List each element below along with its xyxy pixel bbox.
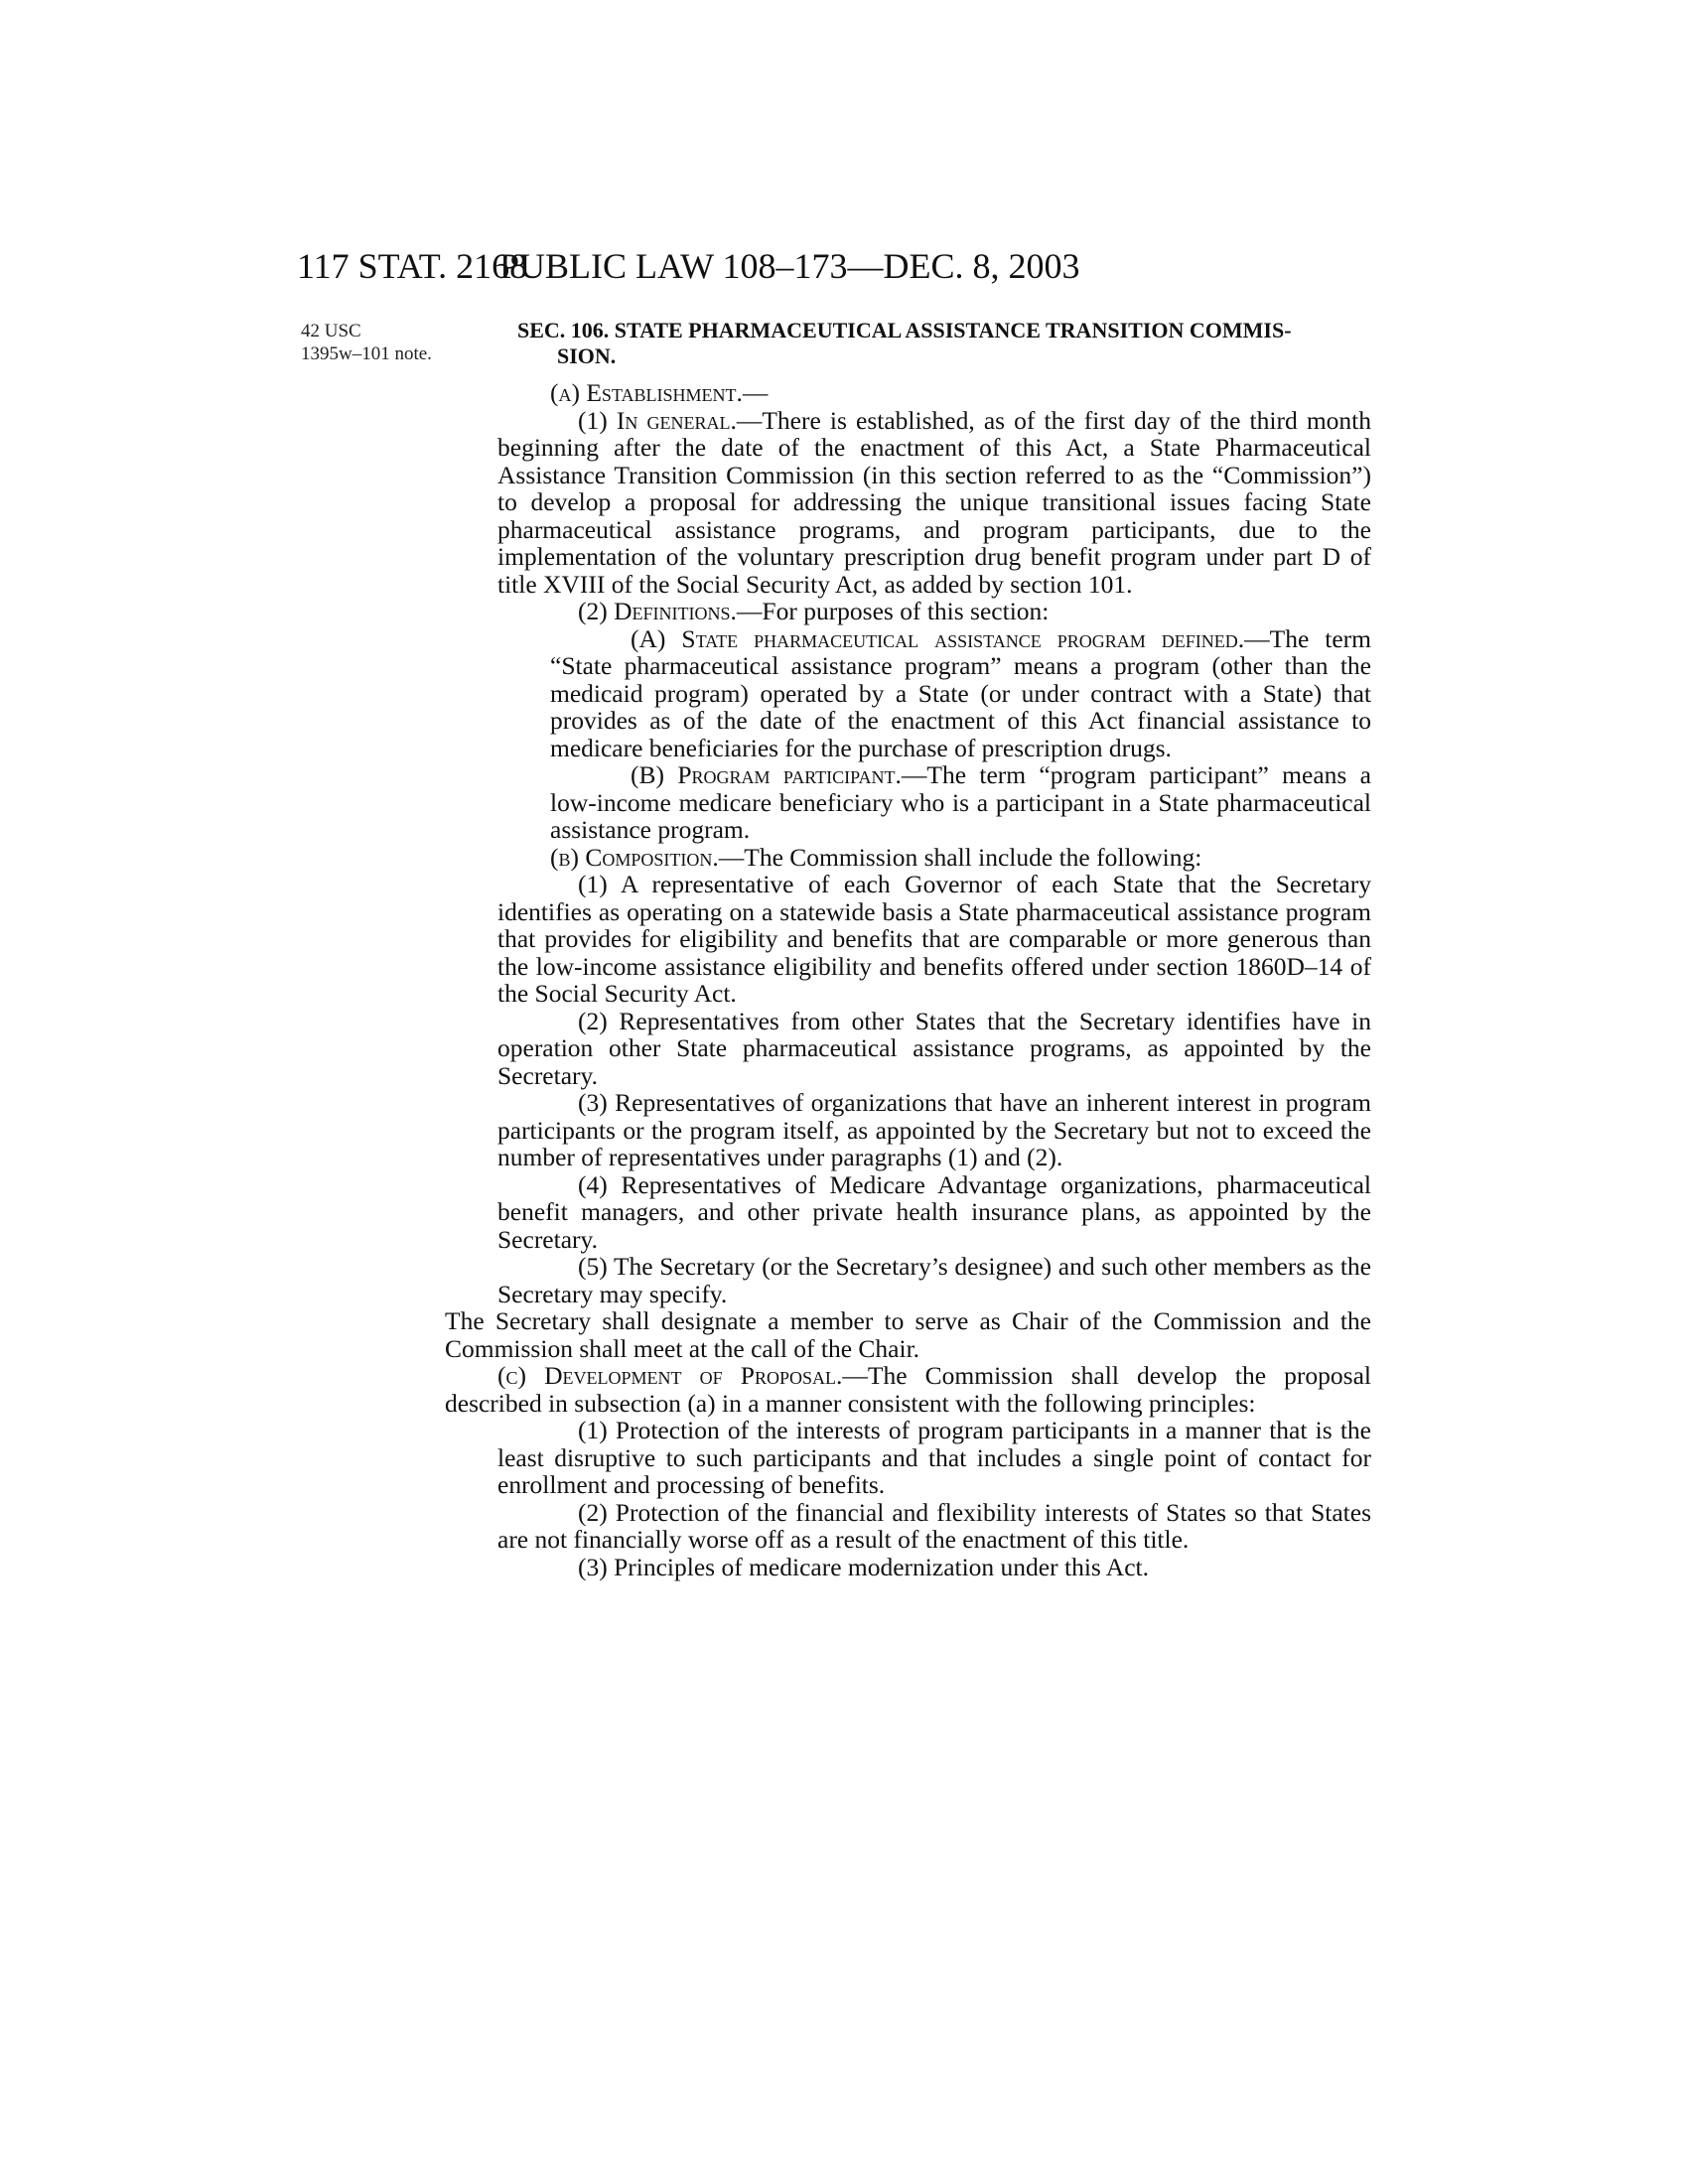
subsection-c (445, 1362, 1371, 1417)
subsection-text: —The Commission shall develop the proposal described in subsection (a) in a manner consistent with the following principles: (445, 1361, 1371, 1418)
paragraph-a1 (497, 407, 1371, 599)
margin-note-line: 42 USC (301, 321, 361, 341)
section-heading (517, 318, 1369, 369)
paragraph-label: (1) In general. (578, 405, 737, 435)
section-heading-line1: SEC. 106. STATE PHARMACEUTICAL ASSISTANCE TRANSITION COMMIS- (517, 318, 1292, 342)
paragraph-c3: (3) Principles of medicare modernization under this Act. (578, 1552, 1149, 1581)
paragraph-label: (2) Definitions. (578, 597, 737, 625)
subsection-heading-text: (a) Establishment.— (550, 378, 769, 407)
paragraph-text: —For purposes of this section: (736, 597, 1050, 625)
subparagraph-label: (B) Program participant. (631, 760, 902, 789)
section-body (445, 378, 1372, 1581)
subsection-text: —The Commission shall include the following: (718, 842, 1202, 872)
section-heading-line2: SION. (557, 343, 617, 368)
subsection-a-heading (497, 379, 1371, 407)
subparagraph-a2B (550, 761, 1371, 844)
subsection-label: (c) Development of Proposal. (497, 1361, 843, 1390)
paragraph-a2 (497, 598, 1371, 625)
paragraph-b1: (1) A representative of each Governor of each State that the Secretary identifies as operating on a statewide basis a State pharmaceutical assistance program that provides for eligibility and benefits that are comparable or more generous than the low-income assistance eligibility and benefits offered under section 1860D–14 of the Social Security Act. (497, 870, 1371, 1008)
subsection-b-closing: The Secretary shall designate a member to serve as Chair of the Commission and the Commission shall meet at the call of the Chair. (445, 1306, 1371, 1363)
paragraph-b2: (2) Representatives from other States that the Secretary identifies have in operation other State pharmaceutical assistance programs, as appointed by the Secretary. (497, 1006, 1371, 1090)
paragraph-text: —There is established, as of the first day of the third month beginning after the date of the enactment of this Act, a State Pharmaceutical Assistance Transition Commission (in this section referred to as the “Commission”) to develop a proposal for addressing the unique transitional issues facing State pharmaceutical assistance programs, and program participants, due to the implementation of the voluntary prescription drug benefit program under part D of title XVIII of the Social Security Act, as added by section 101. (497, 405, 1371, 599)
subparagraph-label: (A) State pharmaceutical assistance program defined. (631, 623, 1245, 653)
paragraph-c1: (1) Protection of the interests of program participants in a manner that is the least disruptive to such participants and that includes a single point of contact for enrollment and processing of benefits. (497, 1416, 1371, 1499)
public-law-header: PUBLIC LAW 108–173—DEC. 8, 2003 (499, 246, 1080, 286)
margin-note-line: 1395w–101 note. (301, 343, 432, 364)
subsection-label: (b) Composition. (550, 842, 719, 872)
subparagraph-text: —The term “program participant” means a low-income medicare beneficiary who is a participant in a State pharmaceutical assistance program. (550, 760, 1371, 844)
page-number-header: 117 STAT. 2168 (297, 246, 528, 286)
subsection-b (497, 844, 1371, 872)
paragraph-c2: (2) Protection of the financial and flexibility interests of States so that States are not financially worse off as a result of the enactment of this title. (497, 1497, 1371, 1554)
paragraph-b5: (5) The Secretary (or the Secretary’s designee) and such other members as the Secretary may specify. (497, 1252, 1371, 1308)
paragraph-b3: (3) Representatives of organizations that have an inherent interest in program participants or the program itself, as appointed by the Secretary but not to exceed the number of representatives under paragraphs (1) and (2). (497, 1088, 1371, 1171)
subparagraph-text: —The term “State pharmaceutical assistance program” means a program (other than the medicaid program) operated by a State (or under contract with a State) that provides as of the date of the enactment of this Act financial assistance to medicare beneficiaries for the purchase of prescription drugs. (550, 623, 1372, 762)
margin-citation-note (301, 320, 432, 365)
definitions-block (497, 625, 1371, 844)
paragraph-b4: (4) Representatives of Medicare Advantage organizations, pharmaceutical benefit managers, and other private health insurance plans, as appointed by the Secretary. (497, 1169, 1371, 1254)
subparagraph-a2A (550, 625, 1371, 762)
